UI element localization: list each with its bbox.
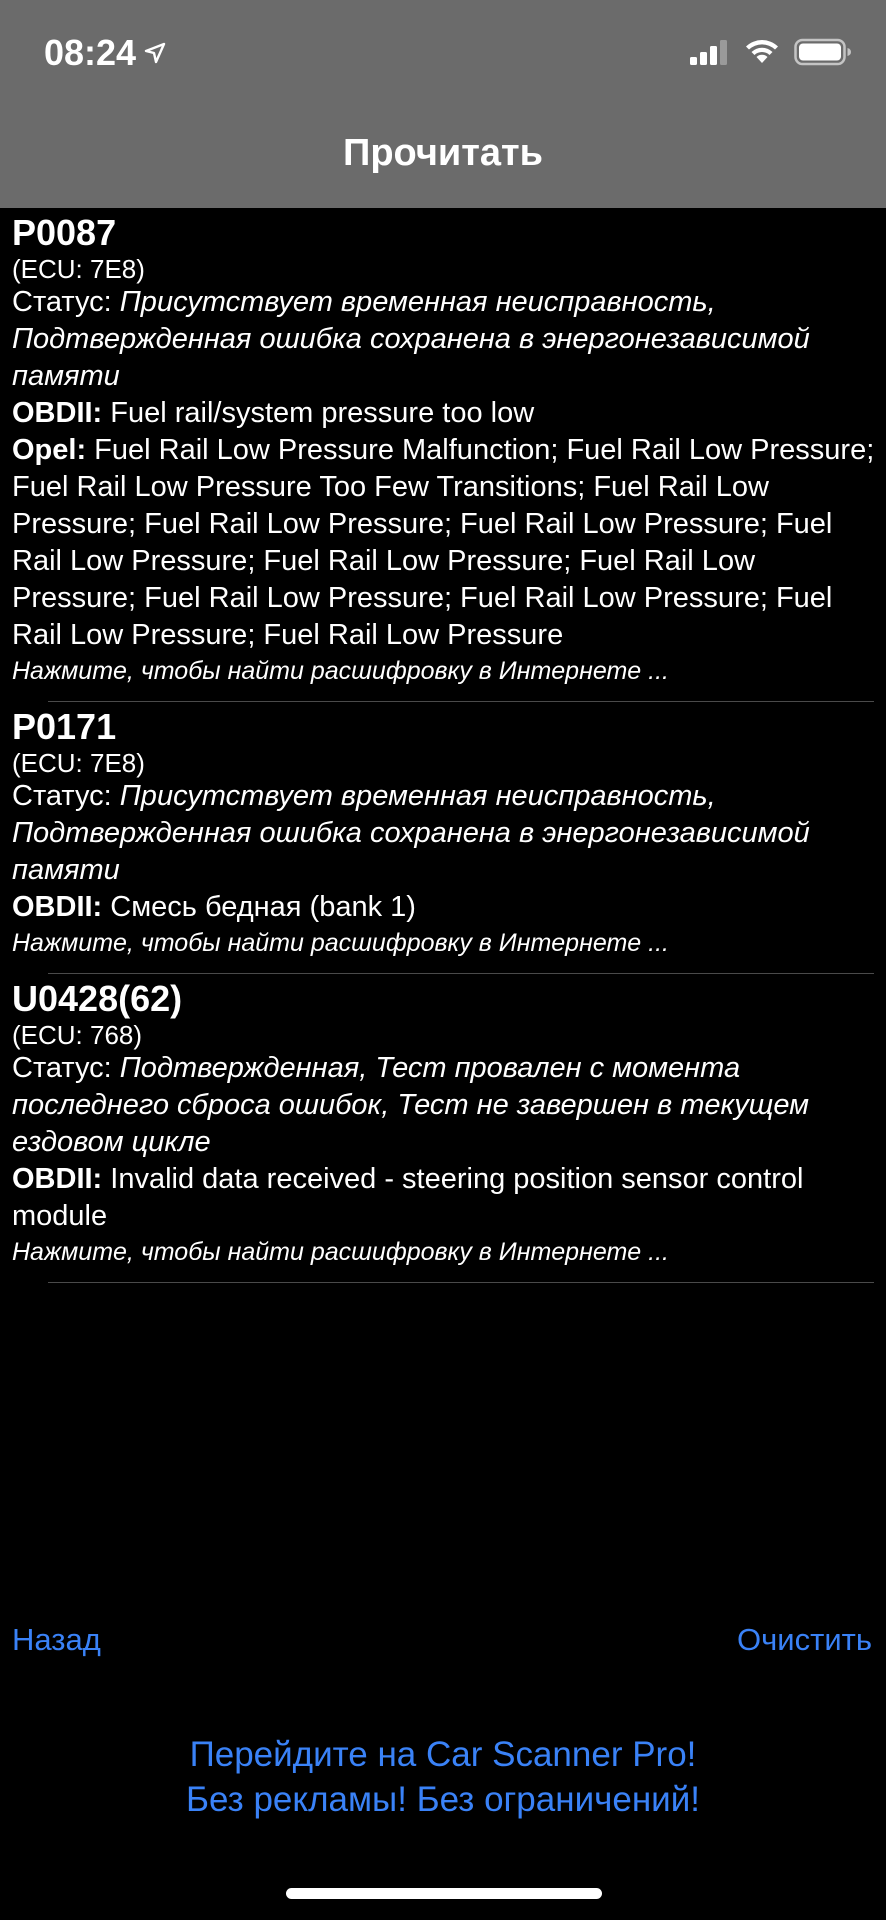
search-online-hint[interactable]: Нажмите, чтобы найти расшифровку в Интернете ... [12, 657, 669, 685]
make-value: Fuel Rail Low Pressure Malfunction; Fuel Rail Low Pressure; Fuel Rail Low Pressure Too Few Transitions; Fuel Rail Low Pressure; Fuel Rail Low Pressure; Fuel Rail Low Pressure; Fuel Rail Low Pressure; Fuel Rail Low Pressure; Fuel Rail Low Pressure; Fuel Rail Low Pressure; Fuel Rail Low Pressure; Fuel Rail Low Pressure; Fuel Rail Low Pressure [12, 434, 875, 651]
location-arrow-icon [144, 42, 166, 64]
cellular-signal-icon [690, 39, 730, 65]
status-value: Присутствует временная неисправность, Подтвержденная ошибка сохранена в энергонезависимой памяти [12, 780, 810, 886]
obd-description [12, 1161, 876, 1235]
trouble-code: U0428(62) [12, 978, 183, 1019]
status-value: Присутствует временная неисправность, Подтвержденная ошибка сохранена в энергонезависимой памяти [12, 286, 810, 392]
manufacturer-description [12, 432, 876, 654]
search-online-hint[interactable]: Нажмите, чтобы найти расшифровку в Интернете ... [12, 929, 669, 957]
search-online-hint[interactable]: Нажмите, чтобы найти расшифровку в Интернете ... [12, 1238, 669, 1266]
promo-line-1: Перейдите на Car Scanner Pro! [189, 1735, 697, 1774]
promo-line-2: Без рекламы! Без ограничений! [186, 1780, 700, 1819]
trouble-code: P0087 [12, 212, 117, 253]
wifi-icon [744, 39, 780, 65]
obd-label: OBDII: [12, 891, 103, 923]
navigation-header [0, 0, 886, 208]
home-indicator[interactable] [286, 1888, 602, 1899]
status-label: Статус: [12, 780, 120, 812]
page-title: Прочитать [343, 132, 543, 174]
back-button[interactable]: Назад [12, 1622, 101, 1657]
make-label: Opel: [12, 434, 87, 466]
trouble-code-item[interactable] [0, 208, 886, 702]
status-value: Подтвержденная, Тест провален с момента последнего сброса ошибок, Тест не завершен в текущем ездовом цикле [12, 1052, 810, 1158]
status-line [12, 778, 876, 889]
divider [48, 1282, 874, 1283]
trouble-code: P0171 [12, 706, 117, 747]
status-label: Статус: [12, 286, 120, 318]
obd-value: Смесь бедная (bank 1) [102, 891, 416, 923]
time-label: 08:24 [44, 32, 137, 73]
trouble-code-item[interactable] [0, 974, 886, 1283]
ecu-address: (ECU: 7E8) [12, 254, 145, 284]
obd-description [12, 889, 876, 926]
obd-description [12, 395, 876, 432]
status-label: Статус: [12, 1052, 120, 1084]
ecu-address: (ECU: 768) [12, 1020, 143, 1050]
ecu-address: (ECU: 7E8) [12, 748, 145, 778]
status-line [12, 1050, 876, 1161]
trouble-code-list [0, 208, 886, 1283]
obd-label: OBDII: [12, 1163, 103, 1195]
trouble-code-item[interactable] [0, 702, 886, 974]
status-line [12, 284, 876, 395]
obd-value: Invalid data received - steering position sensor control module [12, 1163, 804, 1232]
obd-label: OBDII: [12, 397, 103, 429]
obd-value: Fuel rail/system pressure too low [102, 397, 535, 429]
upgrade-promo-link[interactable] [0, 1732, 886, 1822]
status-bar-icons [690, 38, 852, 66]
clear-button[interactable]: Очистить [737, 1622, 872, 1657]
status-bar-time [44, 32, 166, 74]
battery-icon [794, 38, 852, 66]
